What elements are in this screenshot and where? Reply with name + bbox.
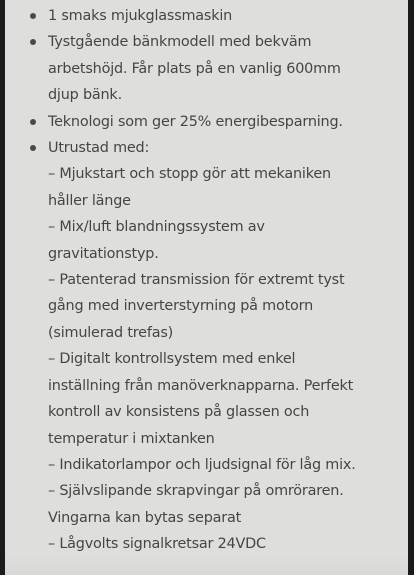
feature-text: gravitationstyp. — [48, 245, 159, 262]
feature-text: Teknologi som ger 25% energibesparning. — [48, 113, 343, 130]
list-item — [5, 135, 400, 558]
list-item — [5, 29, 400, 108]
feature-text: Utrustad med: — [48, 140, 150, 157]
product-description-panel — [5, 0, 408, 575]
feature-text: – Digitalt kontrollsystem med enkel — [48, 351, 296, 368]
feature-text: – Patenterad transmission för extremt tyst — [48, 272, 345, 289]
feature-list — [5, 3, 400, 558]
feature-text: kontroll av konsistens på glassen och — [48, 404, 310, 421]
bullet-icon — [30, 13, 36, 19]
feature-text: temperatur i mixtanken — [48, 430, 215, 447]
feature-text: gång med inverterstyrning på motorn — [48, 298, 314, 315]
feature-text: – Indikatorlampor och ljudsignal för låg mix. — [48, 456, 356, 473]
feature-text: (simulerad trefas) — [48, 324, 174, 341]
feature-text: inställning från manöverknapparna. Perfekt — [48, 377, 354, 394]
bullet-icon — [30, 145, 36, 151]
feature-text: håller länge — [48, 192, 131, 209]
feature-text: – Självslipande skrapvingar på omröraren. — [48, 483, 344, 500]
bullet-icon — [30, 39, 36, 45]
feature-text: arbetshöjd. Får plats på en vanlig 600mm — [48, 60, 341, 77]
feature-text: Vingarna kan bytas separat — [48, 509, 242, 526]
feature-text: 1 smaks mjukglassmaskin — [48, 8, 233, 24]
feature-text: – Mix/luft blandningssystem av — [48, 219, 265, 236]
bullet-icon — [30, 119, 36, 125]
list-item — [5, 109, 400, 135]
feature-text: djup bänk. — [48, 87, 122, 104]
feature-text: – Mjukstart och stopp gör att mekaniken — [48, 166, 331, 183]
feature-text: Tystgående bänkmodell med bekväm — [48, 34, 312, 51]
list-item — [5, 3, 400, 29]
feature-text: – Lågvolts signalkretsar 24VDC — [48, 536, 266, 553]
bottom-shade — [5, 553, 408, 575]
